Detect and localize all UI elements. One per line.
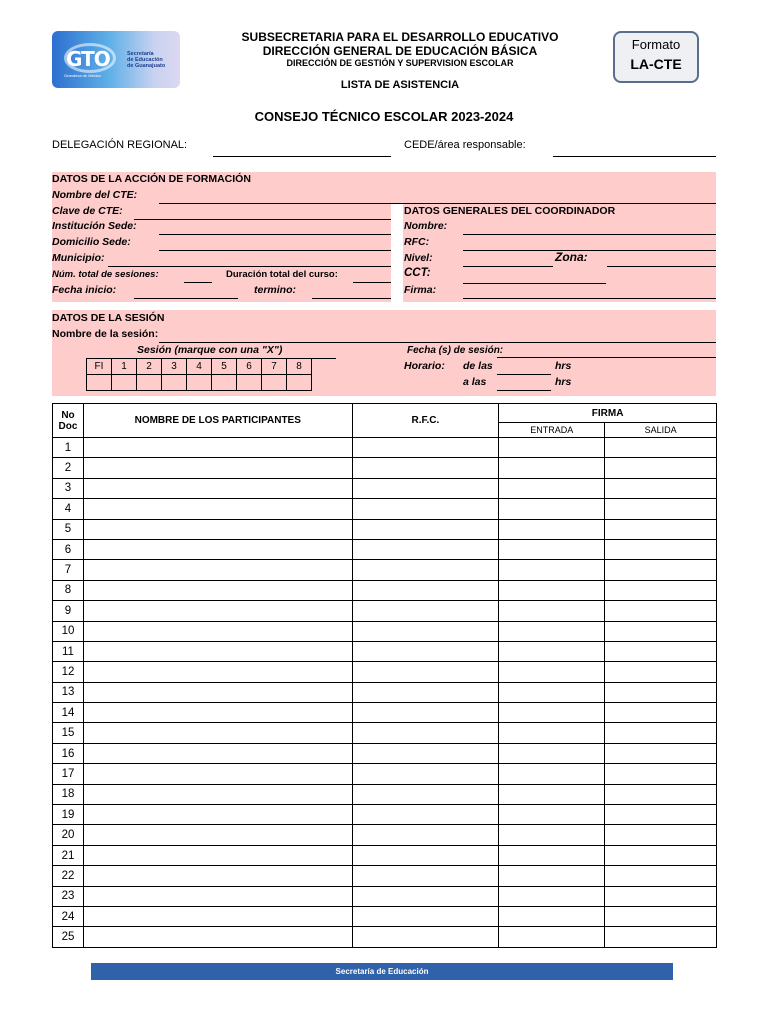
salida-cell[interactable] bbox=[605, 499, 717, 519]
logo-secretaria-line: de Educación bbox=[127, 57, 163, 63]
col-no-line: No bbox=[61, 409, 75, 421]
participant-name-cell[interactable] bbox=[83, 458, 352, 478]
coord-zona-label: Zona: bbox=[555, 250, 588, 264]
salida-cell[interactable] bbox=[605, 560, 717, 580]
duracion-field[interactable] bbox=[353, 282, 391, 283]
col-salida-header: SALIDA bbox=[605, 423, 717, 438]
participant-name-cell[interactable] bbox=[83, 560, 352, 580]
row-number: 8 bbox=[53, 580, 84, 600]
rfc-cell[interactable] bbox=[352, 805, 499, 825]
municipio-label: Municipio: bbox=[52, 252, 105, 264]
participant-name-cell[interactable] bbox=[83, 499, 352, 519]
rfc-cell[interactable] bbox=[352, 845, 499, 865]
entrada-cell[interactable] bbox=[499, 703, 605, 723]
header-line3: DIRECCIÓN DE GESTIÓN Y SUPERVISION ESCOLAR bbox=[286, 58, 514, 68]
table-row bbox=[53, 499, 717, 519]
table-row bbox=[53, 825, 717, 845]
sesion-mark-2[interactable] bbox=[137, 375, 162, 391]
rfc-cell[interactable] bbox=[352, 641, 499, 661]
row-number: 1 bbox=[53, 438, 84, 458]
table-row bbox=[53, 478, 717, 498]
table-row bbox=[53, 621, 717, 641]
entrada-cell[interactable] bbox=[499, 825, 605, 845]
fecha-inicio-label: Fecha inicio: bbox=[52, 284, 117, 296]
entrada-cell[interactable] bbox=[499, 886, 605, 906]
rfc-cell[interactable] bbox=[352, 580, 499, 600]
table-row bbox=[53, 743, 717, 763]
municipio-field[interactable] bbox=[108, 266, 391, 267]
sesion-cell-6: 6 bbox=[237, 359, 262, 375]
nombre-cte-field[interactable] bbox=[159, 203, 716, 204]
entrada-cell[interactable] bbox=[499, 438, 605, 458]
sesion-nombre-label: Nombre de la sesión: bbox=[52, 328, 159, 340]
participant-name-cell[interactable] bbox=[83, 886, 352, 906]
salida-cell[interactable] bbox=[605, 927, 717, 947]
coord-cct-field[interactable] bbox=[463, 283, 606, 284]
salida-cell[interactable] bbox=[605, 519, 717, 539]
de-las-label: de las bbox=[463, 360, 493, 372]
coord-rfc-field[interactable] bbox=[463, 250, 716, 251]
page-title: CONSEJO TÉCNICO ESCOLAR 2023-2024 bbox=[254, 109, 514, 124]
entrada-cell[interactable] bbox=[499, 621, 605, 641]
rfc-cell[interactable] bbox=[352, 560, 499, 580]
entrada-cell[interactable] bbox=[499, 906, 605, 926]
coord-nivel-label: Nivel: bbox=[404, 252, 433, 264]
entrada-cell[interactable] bbox=[499, 539, 605, 559]
table-row bbox=[53, 438, 717, 458]
hrs-label-1: hrs bbox=[555, 360, 572, 372]
entrada-cell[interactable] bbox=[499, 784, 605, 804]
row-number: 20 bbox=[53, 825, 84, 845]
entrada-cell[interactable] bbox=[499, 927, 605, 947]
table-row bbox=[53, 845, 717, 865]
domicilio-label: Domicilio Sede: bbox=[52, 236, 131, 248]
nombre-cte-label: Nombre del CTE: bbox=[52, 189, 138, 201]
rfc-cell[interactable] bbox=[352, 723, 499, 743]
table-row bbox=[53, 641, 717, 661]
salida-cell[interactable] bbox=[605, 458, 717, 478]
salida-cell[interactable] bbox=[605, 723, 717, 743]
clave-label: Clave de CTE: bbox=[52, 205, 123, 217]
sesion-cell-8: 8 bbox=[287, 359, 312, 375]
entrada-cell[interactable] bbox=[499, 519, 605, 539]
logo-text: GTO bbox=[66, 47, 110, 71]
sesion-cell-7: 7 bbox=[262, 359, 287, 375]
rfc-cell[interactable] bbox=[352, 906, 499, 926]
institucion-label: Institución Sede: bbox=[52, 220, 137, 232]
entrada-cell[interactable] bbox=[499, 743, 605, 763]
participant-name-cell[interactable] bbox=[83, 825, 352, 845]
row-number: 17 bbox=[53, 764, 84, 784]
coord-firma-field[interactable] bbox=[463, 298, 716, 299]
salida-cell[interactable] bbox=[605, 601, 717, 621]
row-number: 10 bbox=[53, 621, 84, 641]
row-number: 19 bbox=[53, 805, 84, 825]
sesion-cell-3: 3 bbox=[162, 359, 187, 375]
sesion-mark-5[interactable] bbox=[212, 375, 237, 391]
participant-name-cell[interactable] bbox=[83, 580, 352, 600]
sesion-mark-8[interactable] bbox=[287, 375, 312, 391]
participant-name-cell[interactable] bbox=[83, 519, 352, 539]
participant-name-cell[interactable] bbox=[83, 723, 352, 743]
row-number: 22 bbox=[53, 866, 84, 886]
table-row bbox=[53, 927, 717, 947]
col-no-header bbox=[53, 404, 84, 438]
coord-nombre-label: Nombre: bbox=[404, 220, 448, 232]
coord-nombre-field[interactable] bbox=[463, 234, 716, 235]
salida-cell[interactable] bbox=[605, 662, 717, 682]
entrada-cell[interactable] bbox=[499, 723, 605, 743]
salida-cell[interactable] bbox=[605, 438, 717, 458]
row-number: 9 bbox=[53, 601, 84, 621]
row-number: 25 bbox=[53, 927, 84, 947]
coord-cct-label: CCT: bbox=[404, 267, 431, 279]
participant-name-cell[interactable] bbox=[83, 927, 352, 947]
participant-name-cell[interactable] bbox=[83, 845, 352, 865]
participant-name-cell[interactable] bbox=[83, 906, 352, 926]
row-number: 24 bbox=[53, 906, 84, 926]
table-row bbox=[53, 703, 717, 723]
sesion-heading: DATOS DE LA SESIÓN bbox=[52, 312, 165, 324]
table-row bbox=[53, 886, 717, 906]
row-number: 23 bbox=[53, 886, 84, 906]
logo-secretaria bbox=[127, 51, 165, 69]
entrada-cell[interactable] bbox=[499, 805, 605, 825]
sesion-cell-2: 2 bbox=[137, 359, 162, 375]
row-number: 3 bbox=[53, 478, 84, 498]
coord-firma-label: Firma: bbox=[404, 284, 437, 296]
row-number: 11 bbox=[53, 641, 84, 661]
col-entrada-header: ENTRADA bbox=[499, 423, 605, 438]
salida-cell[interactable] bbox=[605, 764, 717, 784]
entrada-cell[interactable] bbox=[499, 845, 605, 865]
participant-name-cell[interactable] bbox=[83, 601, 352, 621]
termino-label: termino: bbox=[254, 284, 296, 296]
sesion-grid bbox=[86, 358, 312, 391]
row-number: 6 bbox=[53, 539, 84, 559]
row-number: 21 bbox=[53, 845, 84, 865]
format-label: Formato bbox=[631, 37, 681, 52]
rfc-cell[interactable] bbox=[352, 764, 499, 784]
accion-heading: DATOS DE LA ACCIÓN DE FORMACIÓN bbox=[52, 173, 251, 185]
entrada-cell[interactable] bbox=[499, 866, 605, 886]
participant-name-cell[interactable] bbox=[83, 866, 352, 886]
row-number: 12 bbox=[53, 662, 84, 682]
table-row bbox=[53, 601, 717, 621]
a-las-label: a las bbox=[463, 376, 487, 388]
rfc-cell[interactable] bbox=[352, 866, 499, 886]
domicilio-field[interactable] bbox=[159, 250, 391, 251]
entrada-cell[interactable] bbox=[499, 478, 605, 498]
participant-name-cell[interactable] bbox=[83, 805, 352, 825]
salida-cell[interactable] bbox=[605, 743, 717, 763]
sesion-nombre-field[interactable] bbox=[159, 342, 716, 343]
row-number: 7 bbox=[53, 560, 84, 580]
entrada-cell[interactable] bbox=[499, 662, 605, 682]
salida-cell[interactable] bbox=[605, 580, 717, 600]
fecha-sesion-label: Fecha (s) de sesión: bbox=[407, 345, 504, 356]
salida-cell[interactable] bbox=[605, 845, 717, 865]
table-row bbox=[53, 519, 717, 539]
entrada-cell[interactable] bbox=[499, 580, 605, 600]
duracion-label: Duración total del curso: bbox=[226, 269, 338, 280]
table-row bbox=[53, 682, 717, 702]
coord-nivel-field[interactable] bbox=[463, 266, 553, 267]
rfc-cell[interactable] bbox=[352, 539, 499, 559]
delegacion-label: DELEGACIÓN REGIONAL: bbox=[52, 139, 188, 151]
row-number: 4 bbox=[53, 499, 84, 519]
table-row bbox=[53, 906, 717, 926]
rfc-cell[interactable] bbox=[352, 438, 499, 458]
entrada-cell[interactable] bbox=[499, 499, 605, 519]
rfc-cell[interactable] bbox=[352, 478, 499, 498]
sesion-cell-fi: FI bbox=[87, 359, 112, 375]
delegacion-field[interactable] bbox=[213, 156, 391, 157]
col-doc-line: Doc bbox=[58, 420, 78, 432]
format-code: LA-CTE bbox=[630, 56, 682, 72]
participant-name-cell[interactable] bbox=[83, 539, 352, 559]
salida-cell[interactable] bbox=[605, 682, 717, 702]
clave-field[interactable] bbox=[134, 219, 391, 220]
sesion-cell-1: 1 bbox=[112, 359, 137, 375]
participant-name-cell[interactable] bbox=[83, 743, 352, 763]
row-number: 15 bbox=[53, 723, 84, 743]
de-las-field[interactable] bbox=[497, 374, 551, 375]
salida-cell[interactable] bbox=[605, 621, 717, 641]
table-row bbox=[53, 539, 717, 559]
attendance-table bbox=[52, 403, 717, 948]
rfc-cell[interactable] bbox=[352, 662, 499, 682]
entrada-cell[interactable] bbox=[499, 560, 605, 580]
rfc-cell[interactable] bbox=[352, 784, 499, 804]
a-las-field[interactable] bbox=[497, 390, 551, 391]
salida-cell[interactable] bbox=[605, 478, 717, 498]
sesion-mark-3[interactable] bbox=[162, 375, 187, 391]
table-row bbox=[53, 458, 717, 478]
rfc-cell[interactable] bbox=[352, 703, 499, 723]
sesion-cell-4: 4 bbox=[187, 359, 212, 375]
participant-name-cell[interactable] bbox=[83, 662, 352, 682]
rfc-cell[interactable] bbox=[352, 519, 499, 539]
table-row bbox=[53, 560, 717, 580]
participant-name-cell[interactable] bbox=[83, 621, 352, 641]
salida-cell[interactable] bbox=[605, 825, 717, 845]
participant-name-cell[interactable] bbox=[83, 784, 352, 804]
salida-cell[interactable] bbox=[605, 805, 717, 825]
sesion-marque-label: Sesión (marque con una "X") bbox=[137, 344, 283, 356]
footer-banner: Secretaría de Educación bbox=[91, 963, 673, 980]
rfc-cell[interactable] bbox=[352, 458, 499, 478]
salida-cell[interactable] bbox=[605, 539, 717, 559]
sesion-mark-6[interactable] bbox=[237, 375, 262, 391]
rfc-cell[interactable] bbox=[352, 621, 499, 641]
table-row bbox=[53, 723, 717, 743]
col-nombre-header: NOMBRE DE LOS PARTICIPANTES bbox=[83, 404, 352, 438]
attendance-body bbox=[53, 438, 717, 948]
participant-name-cell[interactable] bbox=[83, 764, 352, 784]
termino-field[interactable] bbox=[312, 298, 391, 299]
header-line4: LISTA DE ASISTENCIA bbox=[340, 79, 460, 91]
salida-cell[interactable] bbox=[605, 641, 717, 661]
institucion-field[interactable] bbox=[159, 234, 391, 235]
logo-secretaria-line: Secretaría bbox=[127, 51, 154, 57]
sesion-mark-4[interactable] bbox=[187, 375, 212, 391]
entrada-cell[interactable] bbox=[499, 641, 605, 661]
rfc-cell[interactable] bbox=[352, 825, 499, 845]
rfc-cell[interactable] bbox=[352, 743, 499, 763]
rfc-cell[interactable] bbox=[352, 682, 499, 702]
participant-name-cell[interactable] bbox=[83, 438, 352, 458]
sesion-cell-5: 5 bbox=[212, 359, 237, 375]
participant-name-cell[interactable] bbox=[83, 478, 352, 498]
coordinador-heading: DATOS GENERALES DEL COORDINADOR bbox=[404, 205, 616, 217]
participant-name-cell[interactable] bbox=[83, 682, 352, 702]
entrada-cell[interactable] bbox=[499, 682, 605, 702]
format-box bbox=[613, 31, 699, 83]
entrada-cell[interactable] bbox=[499, 601, 605, 621]
hrs-label-2: hrs bbox=[555, 376, 572, 388]
col-firma-header: FIRMA bbox=[499, 404, 717, 423]
sesion-mark-fi[interactable] bbox=[87, 375, 112, 391]
fecha-sesion-field[interactable] bbox=[497, 357, 716, 358]
header-line1: SUBSECRETARIA PARA EL DESARROLLO EDUCATIVO bbox=[241, 30, 559, 44]
num-sesiones-label: Núm. total de sesiones: bbox=[52, 269, 159, 280]
salida-cell[interactable] bbox=[605, 906, 717, 926]
header-line2: DIRECCIÓN GENERAL DE EDUCACIÓN BÁSICA bbox=[262, 44, 538, 58]
table-row bbox=[53, 580, 717, 600]
salida-cell[interactable] bbox=[605, 866, 717, 886]
table-row bbox=[53, 662, 717, 682]
entrada-cell[interactable] bbox=[499, 764, 605, 784]
cede-field[interactable] bbox=[553, 156, 716, 157]
rfc-cell[interactable] bbox=[352, 927, 499, 947]
coord-rfc-label: RFC: bbox=[404, 236, 430, 248]
fecha-inicio-field[interactable] bbox=[134, 298, 238, 299]
cede-label: CEDE/área responsable: bbox=[404, 139, 526, 151]
logo-subtitle: Grandeza de México bbox=[64, 73, 101, 78]
num-sesiones-field[interactable] bbox=[184, 282, 212, 283]
horario-label: Horario: bbox=[404, 360, 445, 372]
salida-cell[interactable] bbox=[605, 784, 717, 804]
row-number: 5 bbox=[53, 519, 84, 539]
salida-cell[interactable] bbox=[605, 886, 717, 906]
salida-cell[interactable] bbox=[605, 703, 717, 723]
row-number: 14 bbox=[53, 703, 84, 723]
rfc-cell[interactable] bbox=[352, 601, 499, 621]
participant-name-cell[interactable] bbox=[83, 703, 352, 723]
col-rfc-header: R.F.C. bbox=[352, 404, 499, 438]
table-row bbox=[53, 805, 717, 825]
coord-zona-field[interactable] bbox=[607, 266, 716, 267]
entrada-cell[interactable] bbox=[499, 458, 605, 478]
row-number: 2 bbox=[53, 458, 84, 478]
table-row bbox=[53, 866, 717, 886]
rfc-cell[interactable] bbox=[352, 499, 499, 519]
table-row bbox=[53, 784, 717, 804]
gto-logo bbox=[52, 31, 180, 88]
participant-name-cell[interactable] bbox=[83, 641, 352, 661]
row-number: 18 bbox=[53, 784, 84, 804]
row-number: 16 bbox=[53, 743, 84, 763]
sesion-mark-1[interactable] bbox=[112, 375, 137, 391]
sesion-mark-7[interactable] bbox=[262, 375, 287, 391]
logo-secretaria-line: de Guanajuato bbox=[127, 63, 166, 69]
table-row bbox=[53, 764, 717, 784]
row-number: 13 bbox=[53, 682, 84, 702]
rfc-cell[interactable] bbox=[352, 886, 499, 906]
